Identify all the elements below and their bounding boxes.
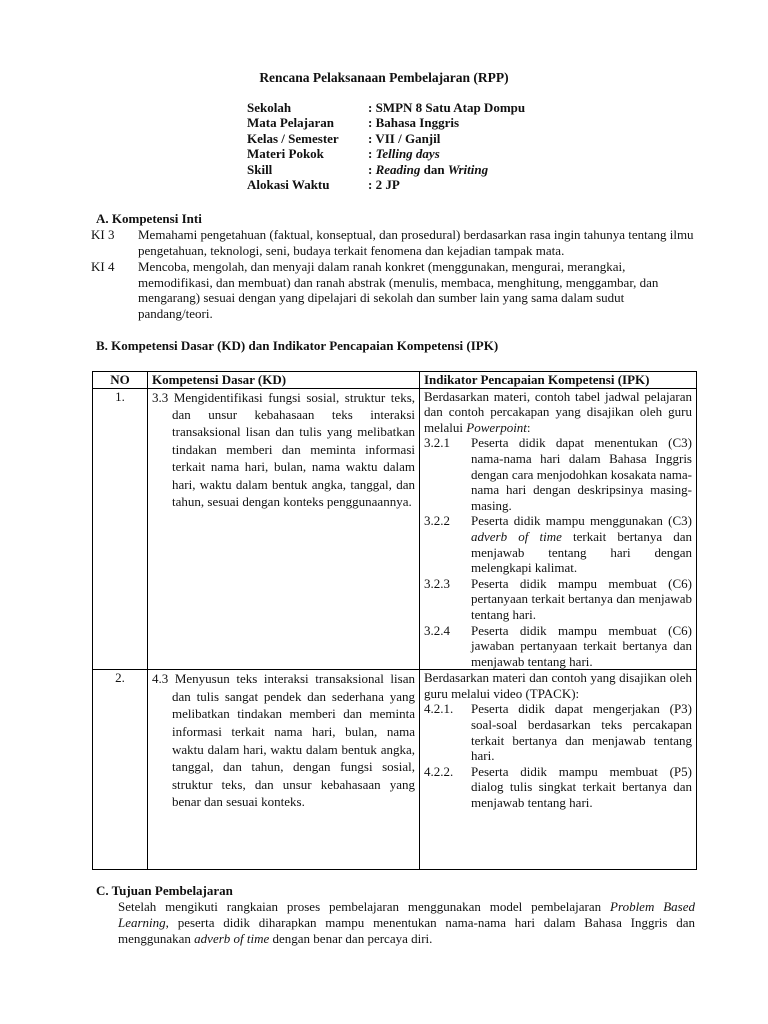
- school-value: : SMPN 8 Satu Atap Dompu: [368, 100, 526, 115]
- kd-cell: [148, 670, 420, 870]
- identity-skill: [247, 162, 525, 177]
- table-header-row: [93, 372, 697, 389]
- identity-time: [247, 177, 525, 192]
- indicator-emphasis: adverb of time: [471, 528, 562, 544]
- indicator-code: 3.2.2: [424, 513, 450, 529]
- ki3-text: Memahami pengetahuan (faktual, konseptual, dan prosedural) berdasarkan rasa ingin tahunya tentang ilmu pengetahuan, teknologi, seni, budaya terkait fenomena dan kejadian tampak mata.: [138, 227, 694, 258]
- subject-value: : Bahasa Inggris: [368, 115, 460, 131]
- indicator-text: Peserta didik dapat mengerjakan (P3) soal-soal berdasarkan teks percakapan terkait bertanya dan menjawab tentang hari.: [471, 701, 692, 764]
- objective-emphasis-2: adverb of time: [194, 931, 270, 946]
- topic-prefix: :: [368, 146, 376, 162]
- ipk-intro: [424, 389, 692, 436]
- ipk-intro-emphasis: Powerpoint: [466, 419, 527, 435]
- indicator-item: [424, 623, 692, 670]
- ki4-item: [91, 259, 695, 321]
- learning-objective: [118, 899, 695, 947]
- section-c-heading: C. Tujuan Pembelajaran: [96, 883, 233, 898]
- indicator-text: Peserta didik mampu menggunakan (C3): [471, 513, 692, 529]
- objective-text-3: dengan benar dan percaya diri.: [269, 931, 433, 946]
- indicator-text: Peserta didik mampu membuat (P5) dialog tulis singkat terkait bertanya dan menjawab tentang hari.: [471, 763, 692, 811]
- class-label: Kelas / Semester: [247, 130, 339, 146]
- indicator-code: 3.2.1: [424, 435, 450, 451]
- skill-prefix: :: [368, 161, 376, 177]
- school-label: Sekolah: [247, 100, 292, 115]
- identity-subject: [247, 115, 525, 130]
- indicator-item: [424, 435, 692, 513]
- indicator-text: Peserta didik mampu membuat (C6) jawaban pertanyaan terkait bertanya dan menjawab tentang hari.: [471, 622, 692, 669]
- indicator-item: [424, 576, 692, 623]
- kd-text: 4.3 Menyusun teks interaksi transaksional lisan dan tulis sangat pendek dan sederhana yang melibatkan tindakan memberi dan meminta informasi terkait nama hari, bulan, nama waktu dalam hari, waktu dalam bentuk angka, tanggal, dan tahun, dengan fungsi sosial, struktur teks, dan unsur kebahasaan yang benar dan sesuai konteks.: [152, 671, 415, 810]
- kd-cell: [148, 388, 420, 670]
- objective-emphasis: Problem Based Learning: [118, 899, 695, 930]
- skill-label: Skill: [247, 161, 273, 177]
- ipk-intro-end: :: [526, 419, 531, 435]
- identity-topic: [247, 146, 525, 161]
- indicator-text: Peserta didik mampu membuat (C6) pertanyaan terkait bertanya dan menjawab tentang hari.: [471, 575, 692, 622]
- indicator-item: [424, 701, 692, 763]
- indicator-text-end: terkait bertanya dan menjawab tentang hari dengan melengkapi kalimat.: [471, 528, 693, 576]
- subject-label: Mata Pelajaran: [247, 115, 335, 131]
- indicator-item: [424, 764, 692, 811]
- col-kd-header: Kompetensi Dasar (KD): [148, 372, 420, 389]
- section-b-heading: B. Kompetensi Dasar (KD) dan Indikator Pencapaian Kompetensi (IPK): [96, 338, 499, 353]
- indicator-code: 4.2.2.: [424, 763, 454, 779]
- ipk-cell: [420, 388, 697, 670]
- table-row: [93, 388, 697, 670]
- identity-school: [247, 100, 525, 115]
- row-number: 2.: [93, 670, 148, 870]
- topic-label: Materi Pokok: [247, 146, 324, 162]
- objective-text: Setelah mengikuti rangkaian proses pembelajaran menggunakan model pembelajaran: [118, 899, 611, 914]
- identity-block: [247, 100, 525, 192]
- skill-and: dan: [420, 161, 448, 177]
- ki3-item: [91, 227, 695, 258]
- ipk-intro-text: Berdasarkan materi, contoh tabel jadwal pelajaran dan contoh percakapan yang disajikan oleh guru melalui: [424, 388, 692, 435]
- topic-value: Telling days: [375, 146, 440, 162]
- objective-text-2: , peserta didik diharapkan mampu menentukan nama-nama hari dalam Bahasa Inggris dan menggunakan: [118, 915, 695, 946]
- indicator-code: 3.2.4: [424, 622, 450, 638]
- indicator-code: 4.2.1.: [424, 701, 454, 717]
- document-title: Rencana Pelaksanaan Pembelajaran (RPP): [259, 70, 509, 85]
- identity-class: [247, 131, 525, 146]
- col-ipk-header: Indikator Pencapaian Kompetensi (IPK): [420, 372, 697, 389]
- time-label: Alokasi Waktu: [247, 176, 330, 192]
- col-no-header: NO: [93, 372, 148, 389]
- indicator-text: Peserta didik dapat menentukan (C3) nama-nama hari dalam Bahasa Inggris dengan cara menjodohkan kosakata nama-nama hari dengan deskripsinya masing-masing.: [471, 435, 692, 513]
- row-number: 1.: [93, 388, 148, 670]
- ipk-cell: [420, 670, 697, 870]
- ki4-code: KI 4: [91, 259, 115, 274]
- kd-text: 3.3 Mengidentifikasi fungsi sosial, struktur teks, dan unsur kebahasaan teks interaksi transaksional lisan dan tulis yang melibatkan tindakan memberi dan meminta informasi terkait nama hari, bulan, nama waktu dalam hari, waktu dalam bentuk angka, tanggal, dan tahun, sesuai dengan konteks penggunaannya.: [152, 389, 415, 510]
- ki3-code: KI 3: [91, 227, 115, 242]
- table-row: [93, 670, 697, 870]
- kd-ipk-table: [92, 371, 697, 870]
- ipk-intro: Berdasarkan materi dan contoh yang disajikan oleh guru melalui video (TPACK):: [424, 670, 692, 701]
- indicator-item: [424, 513, 692, 575]
- skill-writing: Writing: [447, 161, 489, 177]
- class-value: : VII / Ganjil: [368, 130, 441, 146]
- indicator-code: 3.2.3: [424, 575, 450, 591]
- time-value: : 2 JP: [368, 176, 400, 192]
- skill-reading: Reading: [375, 161, 421, 177]
- ki4-text: Mencoba, mengolah, dan menyaji dalam ranah konkret (menggunakan, mengurai, merangkai, memodifikasi, dan membuat) dan ranah abstrak (menulis, membaca, menghitung, menggambar, dan mengarang) sesuai dengan yang dipelajari di sekolah dan sumber lain yang sama dalam sudut pandang/teori.: [138, 259, 659, 321]
- section-a-heading: A. Kompetensi Inti: [96, 211, 202, 226]
